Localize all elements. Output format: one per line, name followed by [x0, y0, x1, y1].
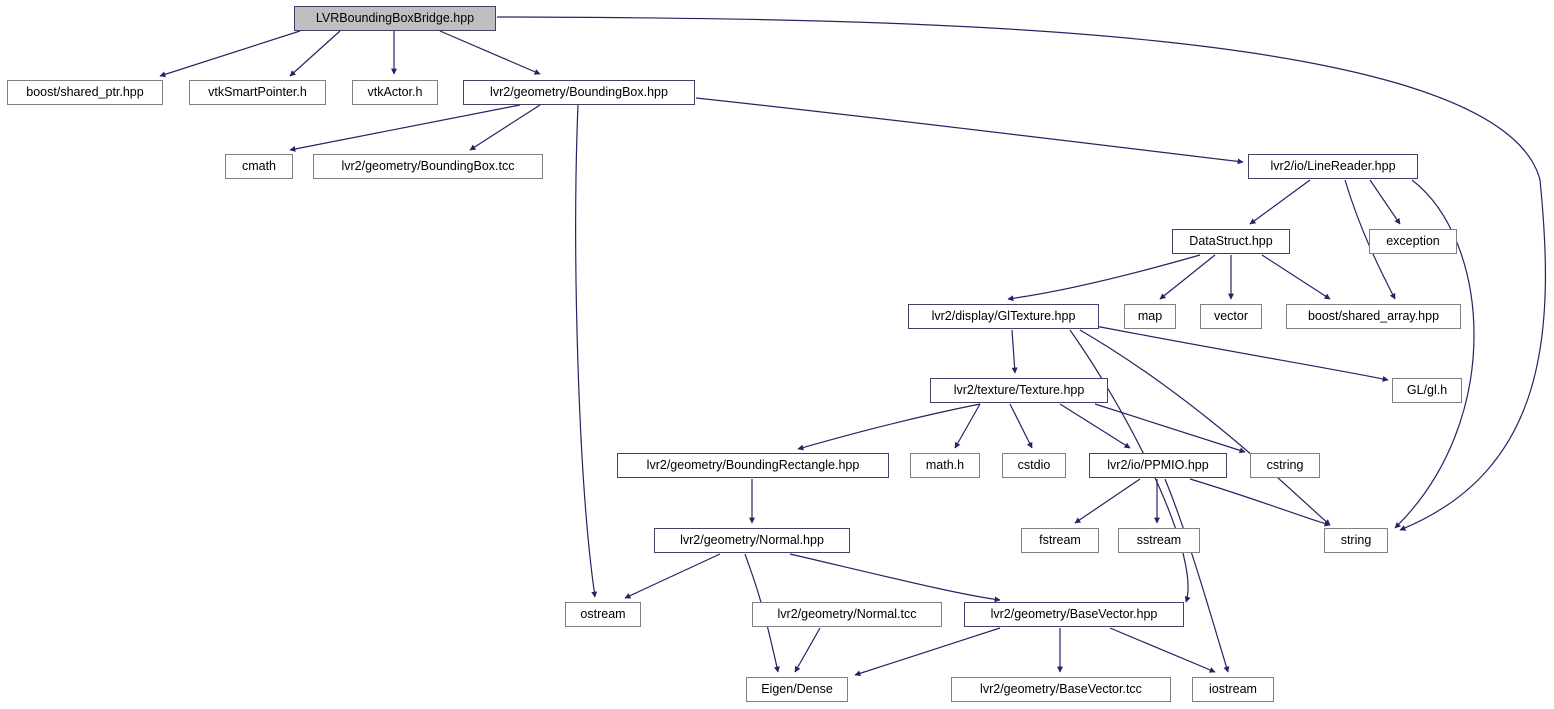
node-label: cstdio	[1017, 458, 1051, 473]
node-label: boost/shared_array.hpp	[1307, 309, 1440, 324]
node-label: vector	[1213, 309, 1249, 324]
node-label: lvr2/io/LineReader.hpp	[1270, 159, 1396, 174]
node-label: string	[1340, 533, 1372, 548]
node-label: lvr2/texture/Texture.hpp	[953, 383, 1085, 398]
node-lvr2-io-ppmio-hpp[interactable]	[1089, 453, 1227, 478]
node-boost-shared-ptr-hpp[interactable]	[7, 80, 163, 105]
node-label: vtkSmartPointer.h	[208, 85, 307, 100]
node-cstring[interactable]	[1250, 453, 1320, 478]
node-label: Eigen/Dense	[761, 682, 833, 697]
node-lvr2-geometry-normal-hpp[interactable]	[654, 528, 850, 553]
node-label: map	[1137, 309, 1163, 324]
node-datastruct-hpp[interactable]	[1172, 229, 1290, 254]
node-label: LVRBoundingBoxBridge.hpp	[315, 11, 475, 26]
node-lvr2-texture-texture-hpp[interactable]	[930, 378, 1108, 403]
node-lvrboundingboxbridge-hpp[interactable]	[294, 6, 496, 31]
node-label: exception	[1386, 234, 1440, 249]
node-label: fstream	[1039, 533, 1081, 548]
node-vtkactor-h[interactable]	[352, 80, 438, 105]
node-label: sstream	[1136, 533, 1182, 548]
node-gl-gl-h[interactable]	[1392, 378, 1462, 403]
node-label: math.h	[925, 458, 965, 473]
node-lvr2-geometry-basevector-tcc[interactable]	[951, 677, 1171, 702]
node-cmath[interactable]	[225, 154, 293, 179]
node-label: GL/gl.h	[1406, 383, 1448, 398]
node-label: boost/shared_ptr.hpp	[26, 85, 144, 100]
node-math-h[interactable]	[910, 453, 980, 478]
node-label: ostream	[580, 607, 626, 622]
node-label: lvr2/geometry/BaseVector.tcc	[980, 682, 1142, 697]
node-sstream[interactable]	[1118, 528, 1200, 553]
node-label: vtkActor.h	[367, 85, 423, 100]
node-label: lvr2/geometry/Normal.hpp	[680, 533, 824, 548]
node-lvr2-display-gltexture-hpp[interactable]	[908, 304, 1099, 329]
node-label: lvr2/geometry/BoundingBox.tcc	[341, 159, 515, 174]
node-exception[interactable]	[1369, 229, 1457, 254]
node-lvr2-geometry-normal-tcc[interactable]	[752, 602, 942, 627]
node-cstdio[interactable]	[1002, 453, 1066, 478]
node-label: lvr2/geometry/BaseVector.hpp	[990, 607, 1158, 622]
node-lvr2-geometry-boundingbox-hpp[interactable]	[463, 80, 695, 105]
node-label: lvr2/io/PPMIO.hpp	[1107, 458, 1209, 473]
node-lvr2-io-linereader-hpp[interactable]	[1248, 154, 1418, 179]
node-label: lvr2/geometry/BoundingRectangle.hpp	[646, 458, 860, 473]
node-lvr2-geometry-basevector-hpp[interactable]	[964, 602, 1184, 627]
node-label: lvr2/geometry/Normal.tcc	[777, 607, 917, 622]
node-vtksmartpointer-h[interactable]	[189, 80, 326, 105]
node-fstream[interactable]	[1021, 528, 1099, 553]
node-lvr2-geometry-boundingbox-tcc[interactable]	[313, 154, 543, 179]
node-boost-shared-array-hpp[interactable]	[1286, 304, 1461, 329]
node-label: DataStruct.hpp	[1189, 234, 1273, 249]
node-label: lvr2/display/GlTexture.hpp	[931, 309, 1076, 324]
node-ostream[interactable]	[565, 602, 641, 627]
node-label: lvr2/geometry/BoundingBox.hpp	[490, 85, 668, 100]
node-string[interactable]	[1324, 528, 1388, 553]
node-label: iostream	[1209, 682, 1257, 697]
node-iostream[interactable]	[1192, 677, 1274, 702]
node-label: cstring	[1266, 458, 1304, 473]
node-eigen-dense[interactable]	[746, 677, 848, 702]
node-vector[interactable]	[1200, 304, 1262, 329]
node-label: cmath	[241, 159, 277, 174]
node-lvr2-geometry-boundingrectangle-hpp[interactable]	[617, 453, 889, 478]
node-map[interactable]	[1124, 304, 1176, 329]
